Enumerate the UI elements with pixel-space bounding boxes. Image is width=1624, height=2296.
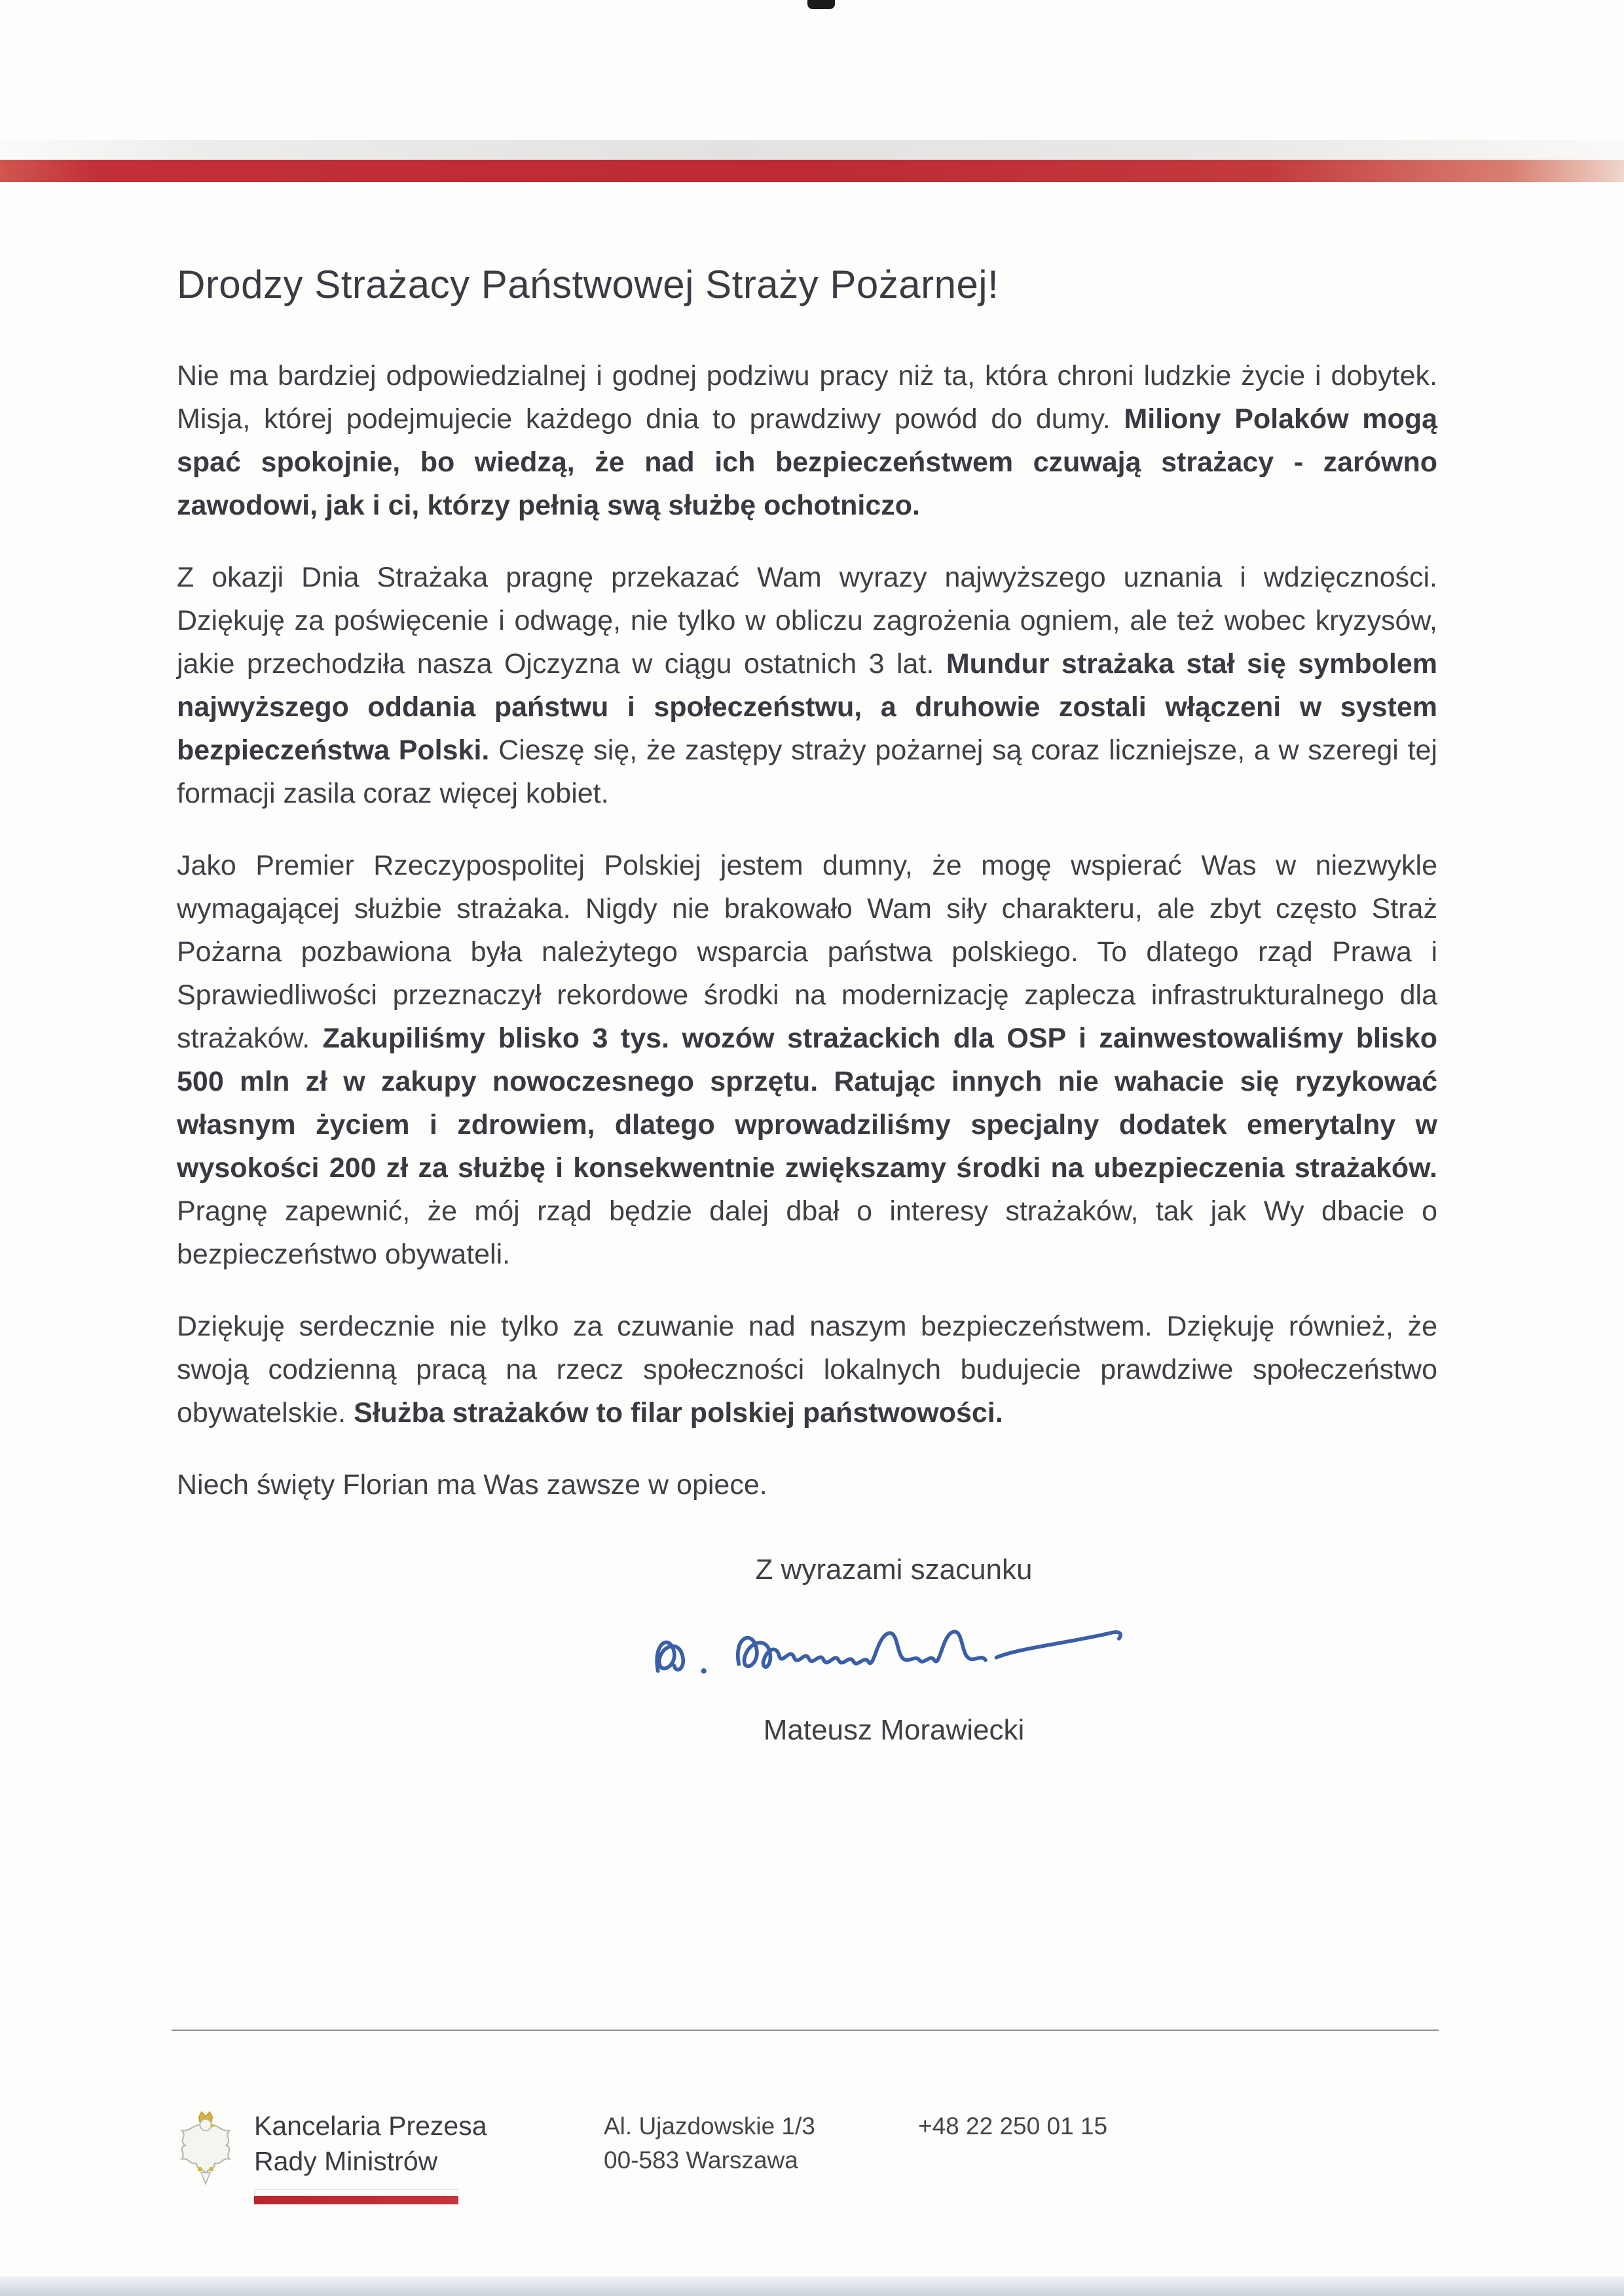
text-run: Miliony Polaków mogą spać spokojnie, bo wiedzą, że nad ich bezpieczeństwem czuwają strażacy - zarówno zawodowi, jak i ci, którzy pełnią swą służbę ochotniczo. [177,403,1437,521]
closing-phrase: Z wyrazami szacunku [755,1554,1033,1586]
text-run: Jako Premier Rzeczypospolitej Polskiej jestem dumny, że mogę wspierać Was w niezwykle wymagającej służbie strażaka. Nigdy nie brakowało Wam siły charakteru, ale zbyt często Straż Pożarna pozbawiona była należytego wsparcia państwa polskiego. To dlatego rząd Prawa i Sprawiedliwości przeznaczył rekordowe środki na modernizację zaplecza infrastrukturalnego dla strażaków. [177,850,1437,1054]
text-run: Niech święty Florian ma Was zawsze w opiece. [177,1469,767,1501]
footer-org-block [172,2103,604,2204]
footer [172,2103,1439,2204]
letter-content [177,262,1437,1747]
text-run: Mundur strażaka stał się symbolem najwyższego oddania państwu i społeczeństwu, a druhowie zostali włączeni w system bezpieczeństwa Polski. [177,648,1437,766]
text-run: Zakupiliśmy blisko 3 tys. wozów strażackich dla OSP i zainwestowaliśmy blisko 500 mln zł w zakupy nowoczesnego sprzętu. Ratując innych nie wahacie się ryzykować własnym życiem i zdrowiem, dlatego wprowadziliśmy specjalny dodatek emerytalny w wysokości 200 zł za służbę i konsekwentnie zwiększamy środki na ubezpieczenia strażaków. [177,1023,1438,1184]
scan-bottom-edge [0,2276,1624,2296]
text-run: Z okazji Dnia Strażaka pragnę przekazać Wam wyrazy najwyższego uznania i wdzięczności. Dziękuję za poświęcenie i odwagę, nie tylko w obliczu zagrożenia ogniem, ale też wobec kryzysów, jakie przechodziła nasza Ojczyzna w ciągu ostatnich 3 lat. [177,562,1437,680]
paragraph [177,556,1437,815]
footer-phone: +48 22 250 01 15 [918,2113,1108,2140]
text-run: Nie ma bardziej odpowiedzialnej i godnej podziwu pracy niż ta, która chroni ludzkie życie i dobytek. Misja, której podejmujecie każdego dnia to prawdziwy powód do dumy. [177,360,1437,435]
flag-band-white-stripe [0,140,1624,160]
footer-org-text [254,2103,487,2204]
letter-paragraphs [177,354,1437,1506]
footer-address-line2: 00-583 Warszawa [604,2147,798,2174]
paragraph [177,354,1437,527]
footer-phone-block [918,2103,1107,2143]
text-run: Dziękuję serdecznie nie tylko za czuwanie nad naszym bezpieczeństwem. Dziękuję również, że swoją codzienną pracą na rzecz społeczności lokalnych budujecie prawdziwe społeczeństwo obywatelskie. [177,1311,1437,1429]
text-run: Służba strażaków to filar polskiej państwowości. [354,1397,1003,1429]
footer-org-line1: Kancelaria Prezesa [254,2111,487,2141]
signature-block [566,1554,1221,1747]
footer-address-block [604,2103,918,2178]
flag-band-red-stripe [0,160,1624,182]
footer-address-line1: Al. Ujazdowskie 1/3 [604,2113,815,2140]
footer-flag-white [254,2189,458,2196]
paragraph [177,844,1437,1276]
footer-divider [172,2030,1439,2031]
footer-flag-bar [254,2189,458,2204]
text-run: Pragnę zapewnić, że mój rząd będzie dalej dbał o interesy strażaków, tak jak Wy dbacie o bezpieczeństwo obywateli. [177,1195,1437,1270]
coat-of-arms-icon [172,2103,240,2195]
footer-org-line2: Rady Ministrów [254,2146,438,2176]
scan-artifact [807,0,835,9]
letter-title: Drodzy Strażacy Państwowej Straży Pożarnej! [177,263,999,306]
paragraph [177,1463,1437,1506]
text-run: Cieszę się, że zastępy straży pożarnej są coraz liczniejsze, a w szeregi tej formacji zasila coraz więcej kobiet. [177,735,1437,809]
signature-handwriting-icon [625,1595,1162,1710]
footer-flag-red [254,2196,458,2204]
flag-band [0,140,1624,182]
signatory-name: Mateusz Morawiecki [763,1714,1025,1746]
paragraph [177,1305,1437,1434]
